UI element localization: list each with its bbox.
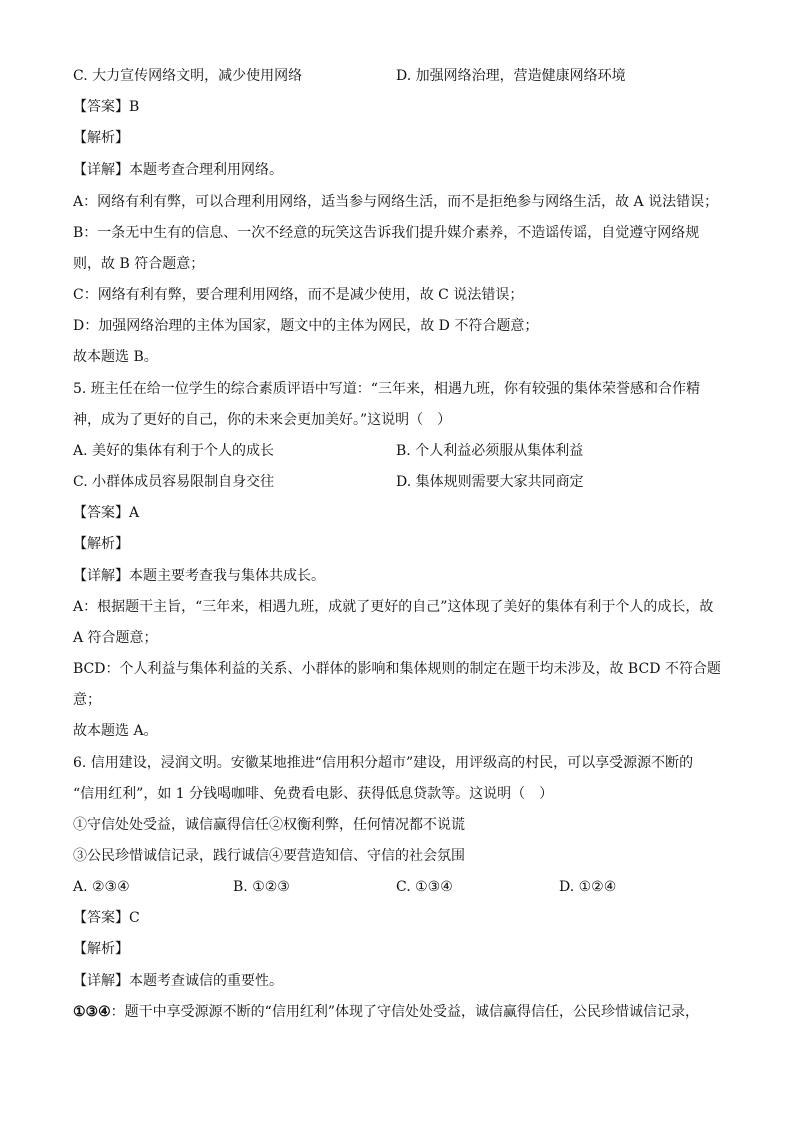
q6-option-c: C. ①③④ <box>396 879 453 895</box>
q6-stem-line2: “信用红利”，如 1 分钱喝咖啡、免费看电影、获得低息贷款等。这说明（ ） <box>73 786 554 802</box>
q6-explanation-line1 <box>73 1002 723 1022</box>
q6-statements-line2: ③公民珍惜诚信记录，践行诚信④要营造知信、守信的社会氛围 <box>73 848 465 864</box>
q4-explanation-b-line2: 则，故 B 符合题意； <box>73 256 205 272</box>
q4-detail: 【详解】本题考查合理利用网络。 <box>73 162 283 178</box>
q5-option-a: A. 美好的集体有利于个人的成长 <box>73 443 275 459</box>
q5-answer: 【答案】A <box>73 505 140 521</box>
q6-option-d: D. ①②④ <box>559 879 617 895</box>
q5-explanation-bcd-line1: BCD：个人利益与集体利益的关系、小群体的影响和集体规则的制定在题干均未涉及，故 BCD 不符合题 <box>73 661 721 677</box>
q5-analysis-label: 【解析】 <box>73 536 129 552</box>
q6-answer: 【答案】C <box>73 910 140 926</box>
q5-detail: 【详解】本题主要考查我与集体共成长。 <box>73 568 325 584</box>
q5-conclusion: 故本题选 A。 <box>73 723 158 739</box>
q4-analysis-label: 【解析】 <box>73 130 129 146</box>
q6-explanation-text: ：题干中享受源源不断的“信用红利”体现了守信处处受益，诚信赢得信任，公民珍惜诚信记录， <box>110 1004 699 1020</box>
q6-stem-line1: 6. 信用建设，浸润文明。安徽某地推进“信用积分超市”建设，用评级高的村民，可以享受源源不断的 <box>73 755 694 771</box>
q6-statements-line1: ①守信处处受益，诚信赢得信任②权衡利弊，任何情况都不说谎 <box>73 817 465 833</box>
q5-explanation-bcd-line2: 意； <box>73 692 101 708</box>
q5-stem-line2: 神，成为了更好的自己，你的未来会更加美好。”这说明（ ） <box>73 412 452 428</box>
q4-explanation-c: C：网络有利有弊，要合理利用网络，而不是减少使用，故 C 说法错误； <box>73 287 524 303</box>
q4-answer: 【答案】B <box>73 99 140 115</box>
q6-option-b: B. ①②③ <box>233 879 290 895</box>
q4-conclusion: 故本题选 B。 <box>73 349 158 365</box>
q5-stem-line1: 5. 班主任在给一位学生的综合素质评语中写道：“三年来，相遇九班，你有较强的集体荣誉感和合作精 <box>73 381 700 397</box>
q5-explanation-a-line1: A：根据题干主旨，“三年来，相遇九班，成就了更好的自己”这体现了美好的集体有利于个人的成长，故 <box>73 599 714 615</box>
q4-option-d: D. 加强网络治理，营造健康网络环境 <box>396 68 626 84</box>
q5-option-c: C. 小群体成员容易限制自身交往 <box>73 474 275 490</box>
q6-explanation-choice: ①③④ <box>73 1004 111 1020</box>
q4-explanation-b-line1: B：一条无中生有的信息、一次不经意的玩笑这告诉我们提升媒介素养，不造谣传谣，自觉遵守网络规 <box>73 225 700 241</box>
q4-explanation-a: A：网络有利有弊，可以合理利用网络，适当参与网络生活，而不是拒绝参与网络生活，故 A 说法错误； <box>73 194 719 210</box>
q5-explanation-a-line2: A 符合题意； <box>73 630 158 646</box>
q4-explanation-d: D：加强网络治理的主体为国家，题文中的主体为网民，故 D 不符合题意； <box>73 318 539 334</box>
q5-option-d: D. 集体规则需要大家共同商定 <box>396 474 584 490</box>
q5-option-b: B. 个人利益必须服从集体利益 <box>396 443 584 459</box>
q6-detail: 【详解】本题考查诚信的重要性。 <box>73 973 283 989</box>
q6-analysis-label: 【解析】 <box>73 941 129 957</box>
q4-option-c: C. 大力宣传网络文明，减少使用网络 <box>73 68 303 84</box>
q6-option-a: A. ②③④ <box>73 879 130 895</box>
